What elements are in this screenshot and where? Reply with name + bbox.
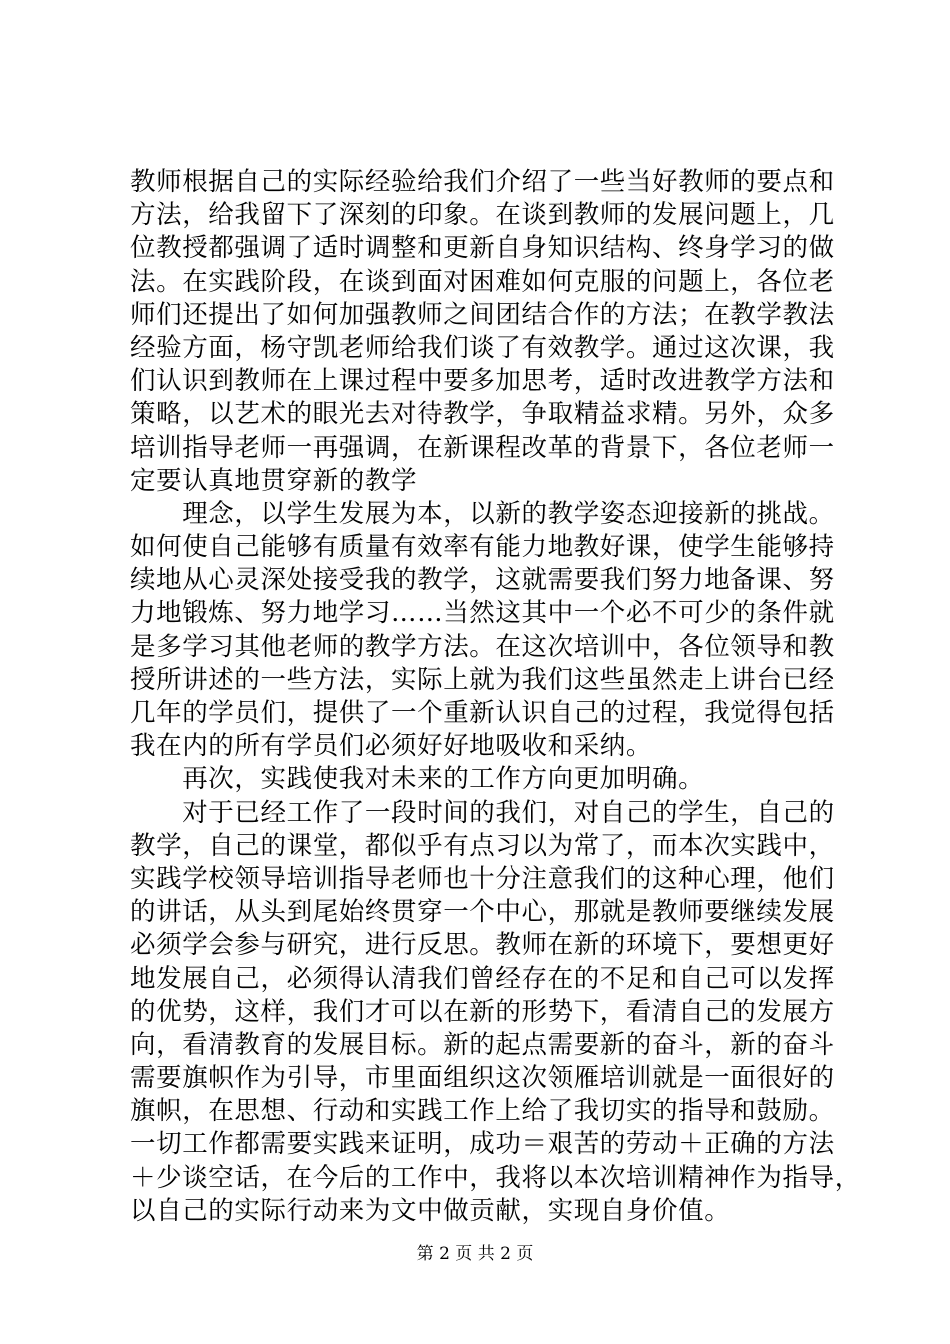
page-footer: 第 2 页 共 2 页	[416, 1244, 534, 1264]
text-line: 地发展自己，必须得认清我们曾经存在的不足和自己可以发挥	[130, 963, 835, 994]
text-line: 经验方面，杨守凯老师给我们谈了有效教学。通过这次课，我	[130, 332, 835, 363]
text-line: 几年的学员们，提供了一个重新认识自己的过程，我觉得包括	[130, 698, 835, 728]
document-body	[130, 166, 861, 1228]
text-line: 续地从心灵深处接受我的教学，这就需要我们努力地备课、努	[130, 565, 835, 596]
text-line: 必须学会参与研究，进行反思。教师在新的环境下，要想更好	[130, 930, 835, 961]
text-line: 以自己的实际行动来为文中做贡献，实现自身价值。	[130, 1195, 731, 1226]
text-line: ＋少谈空话，在今后的工作中，我将以本次培训精神作为指导，	[130, 1162, 861, 1193]
text-line: 师们还提出了如何加强教师之间团结合作的方法；在教学教法	[130, 299, 835, 330]
text-line: 策略，以艺术的眼光去对待教学，争取精益求精。另外，众多	[130, 399, 835, 430]
text-line: 们认识到教师在上课过程中要多加思考，适时改进教学方法和	[130, 366, 835, 397]
text-line: 旗帜，在思想、行动和实践工作上给了我切实的指导和鼓励。	[130, 1096, 835, 1127]
text-line: 需要旗帜作为引导，市里面组织这次领雁培训就是一面很好的	[130, 1063, 835, 1094]
text-line: 培训指导老师一再强调，在新课程改革的背景下，各位老师一	[130, 432, 835, 463]
text-line: 理念，以学生发展为本，以新的教学姿态迎接新的挑战。	[130, 498, 835, 529]
text-line: 法。在实践阶段，在谈到面对困难如何克服的问题上，各位老	[130, 266, 835, 297]
text-line: 方法，给我留下了深刻的印象。在谈到教师的发展问题上，几	[130, 200, 835, 231]
text-line: 位教授都强调了适时调整和更新自身知识结构、终身学习的做	[130, 233, 835, 264]
text-line: 向，看清教育的发展目标。新的起点需要新的奋斗，新的奋斗	[130, 1029, 835, 1060]
text-line: 实践学校领导培训指导老师也十分注意我们的这种心理，他们	[130, 863, 835, 894]
text-line: 是多学习其他老师的教学方法。在这次培训中，各位领导和教	[130, 631, 835, 662]
text-line: 授所讲述的一些方法，实际上就为我们这些虽然走上讲台已经	[130, 664, 835, 695]
text-line: 的优势，这样，我们才可以在新的形势下，看清自己的发展方	[130, 996, 835, 1027]
text-line: 如何使自己能够有质量有效率有能力地教好课，使学生能够持	[130, 532, 835, 563]
text-line: 教师根据自己的实际经验给我们介绍了一些当好教师的要点和	[130, 167, 835, 197]
text-line: 的讲话，从头到尾始终贯穿一个中心，那就是教师要继续发展	[130, 897, 835, 928]
text-line: 教学，自己的课堂，都似乎有点习以为常了，而本次实践中，	[130, 830, 835, 861]
text-line: 对于已经工作了一段时间的我们，对自己的学生，自己的	[130, 797, 835, 828]
text-line: 定要认真地贯穿新的教学	[130, 465, 418, 496]
text-line: 再次，实践使我对未来的工作方向更加明确。	[130, 764, 705, 795]
text-line: 一切工作都需要实践来证明，成功＝艰苦的劳动＋正确的方法	[130, 1129, 835, 1160]
text-line: 力地锻炼、努力地学习……当然这其中一个必不可少的条件就	[130, 598, 835, 629]
text-line: 我在内的所有学员们必须好好地吸收和采纳。	[130, 731, 653, 762]
